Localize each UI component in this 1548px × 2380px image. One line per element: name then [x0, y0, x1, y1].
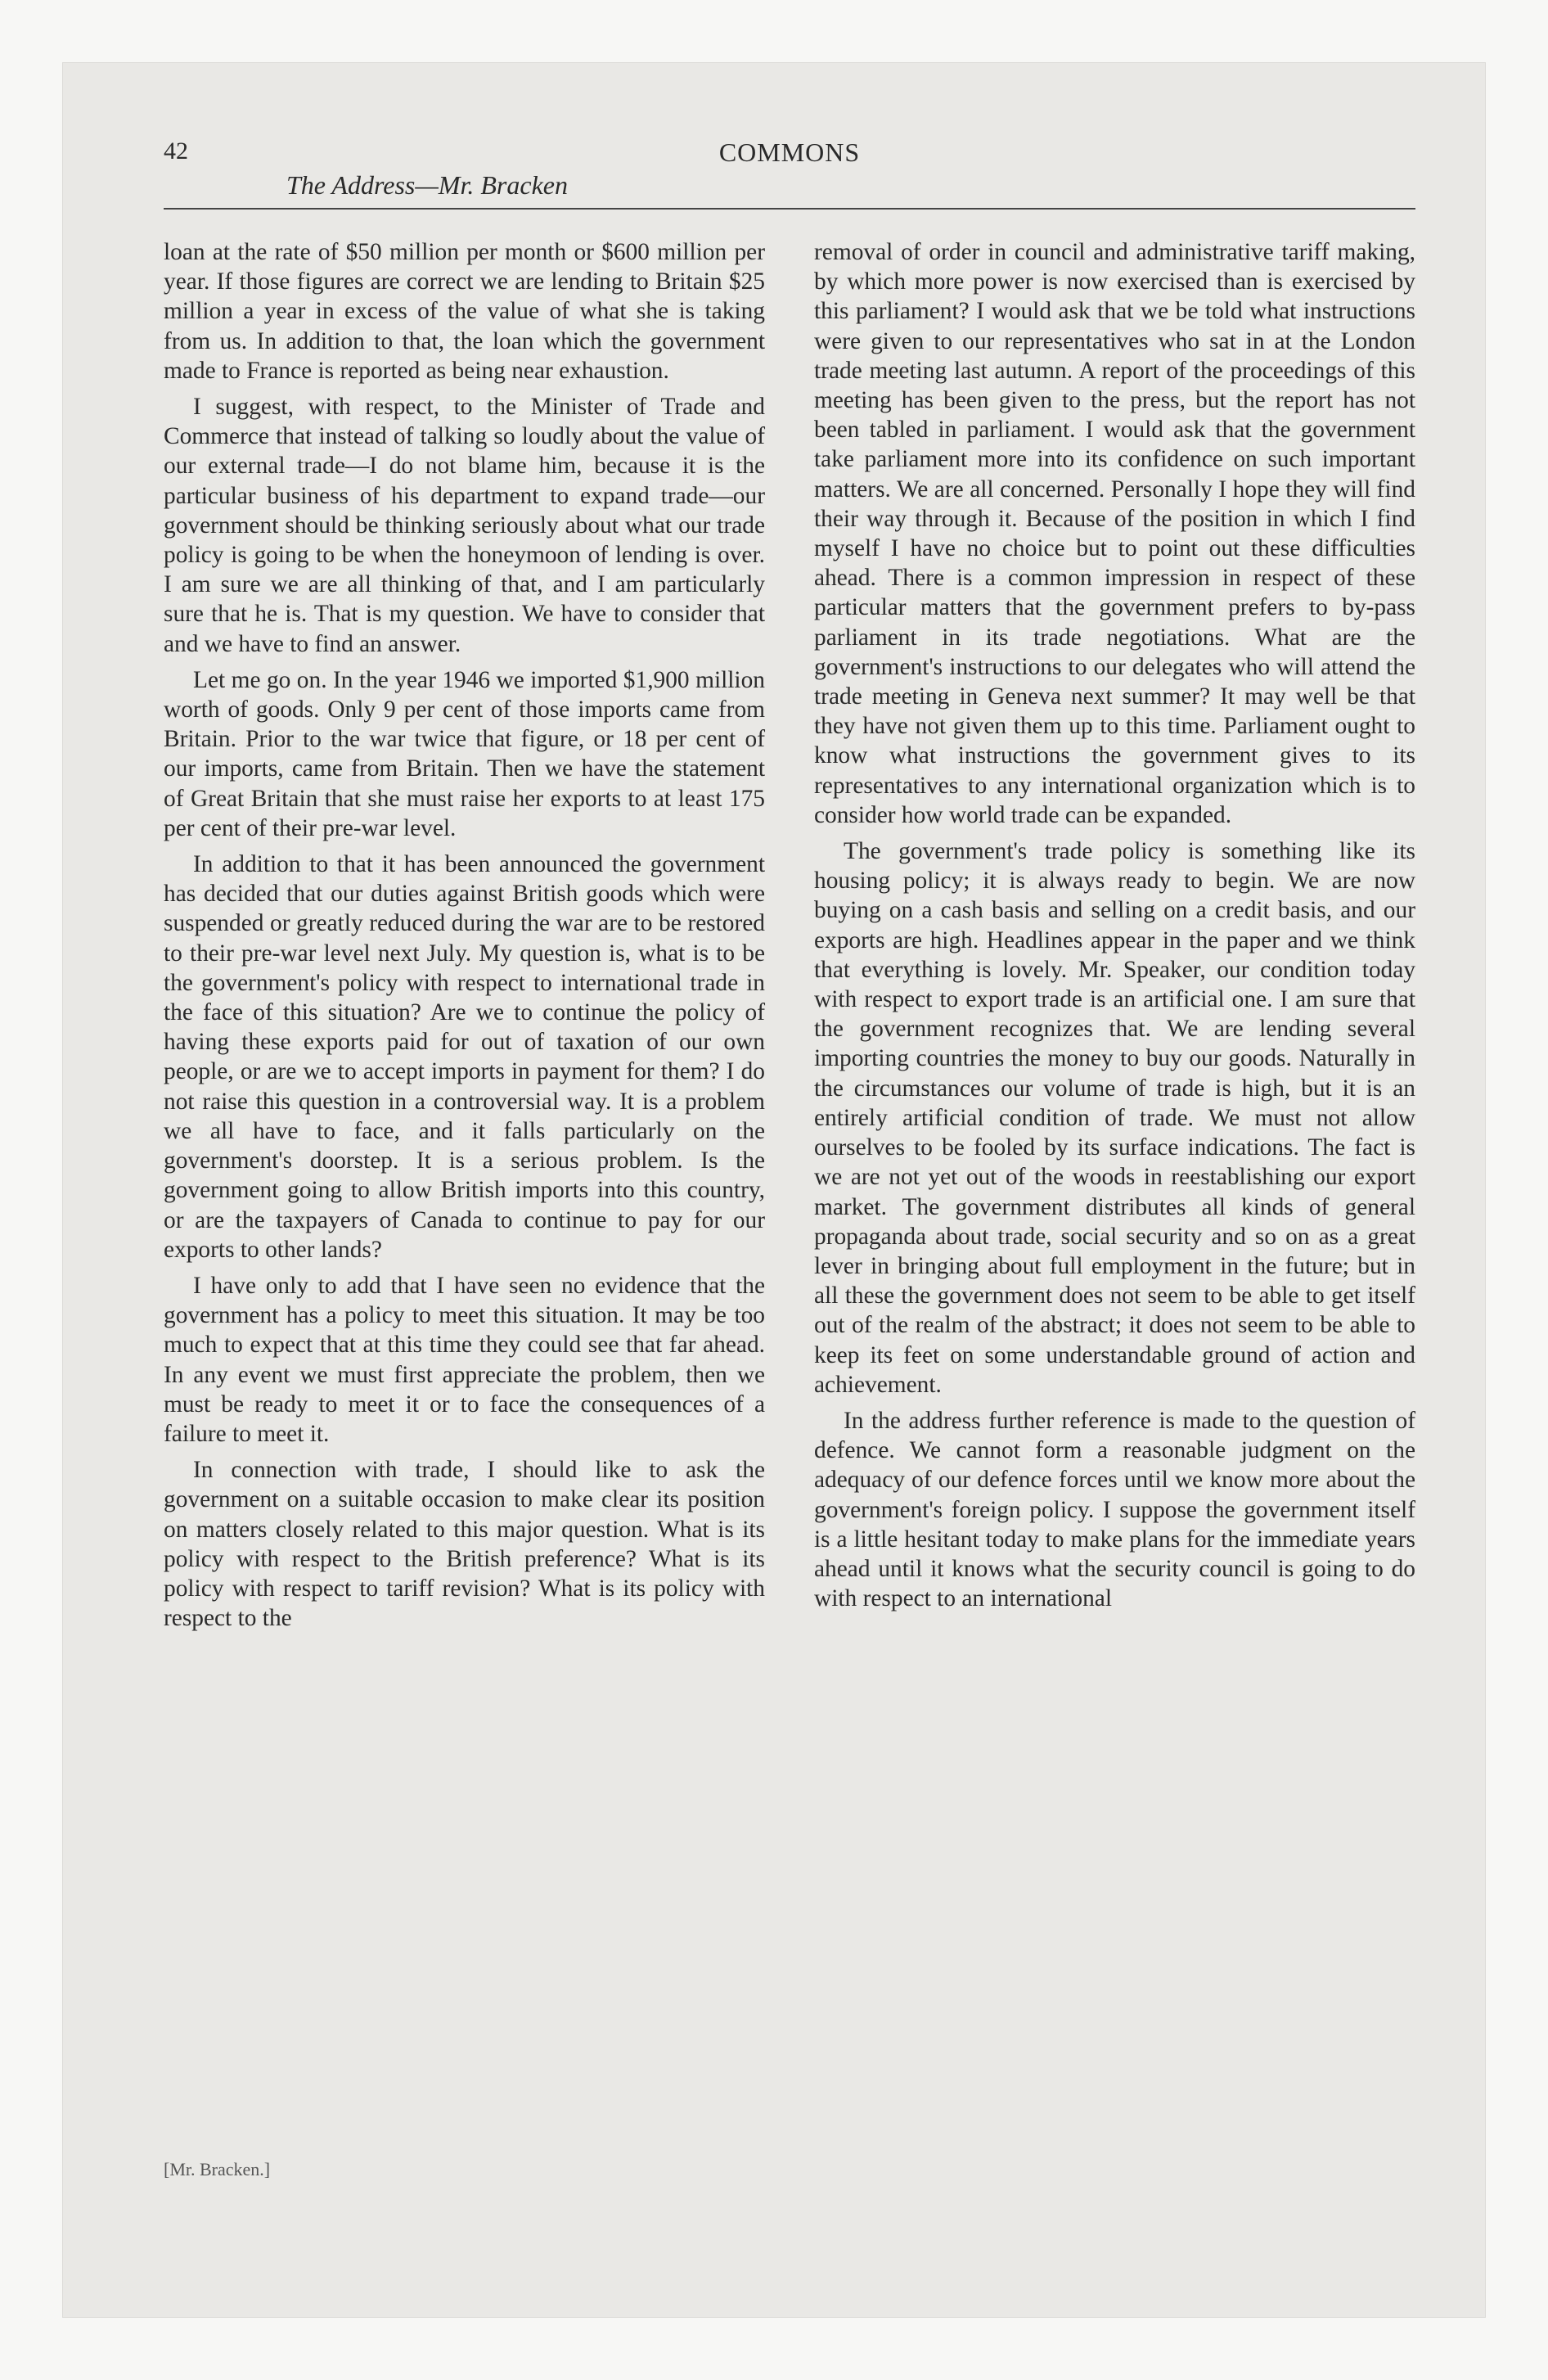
left-column: [164, 237, 765, 2144]
paragraph: In addition to that it has been announced the government has decided that our duties against British goods which were suspended or greatly reduced during the war are to be restored to their pre-war level next July. My question is, what is to be the government's policy with respect to international trade in the face of this situation? Are we to continue the policy of having these exports paid for out of taxation of our own people, or are we to accept imports in payment for them? I do not raise this question in a controversial way. It is a problem we all have to face, and it falls particularly on the government's doorstep. It is a serious problem. Is the government going to allow British imports into this country, or are the taxpayers of Canada to continue to pay for our exports to other lands?: [164, 851, 765, 1263]
running-subtitle: The Address—Mr. Bracken: [286, 170, 568, 200]
page-header: [164, 137, 1415, 213]
paragraph: I suggest, with respect, to the Minister of Trade and Commerce that instead of talking so loudly about the value of our external trade—I do not blame him, because it is the particular business of his department to expand trade—our government should be thinking seriously about what our trade policy is going to be when the honeymoon of lending is over. I am sure we are all thinking of that, and I am particularly sure that he is. That is my question. We have to consider that and we have to find an answer.: [164, 394, 765, 657]
paragraph: Let me go on. In the year 1946 we imported $1,900 million worth of goods. Only 9 per cent of those imports came from Britain. Prior to the war twice that figure, or 18 per cent of our imports, came from Britain. Then we have the statement of Great Britain that she must raise her exports to at least 175 per cent of their pre-war level.: [164, 666, 765, 841]
paragraph: In the address further reference is made to the question of defence. We cannot form a reasonable judgment on the adequacy of our defence forces until we know more about the government's foreign policy. I suppose the government itself is a little hesitant today to make plans for the immediate years ahead until it knows what the security council is going to do with respect to an international: [814, 1407, 1415, 1612]
header-rule: [164, 208, 1415, 210]
paragraph: removal of order in council and administrative tariff making, by which more power is now exercised than is exercised by this parliament? I would ask that we be told what instructions were given to our representatives who sat in at the London trade meeting last autumn. A report of the proceedings of this meeting has been given to the press, but the report has not been tabled in parliament. I would ask that the government take parliament more into its confidence on such important matters. We are all concerned. Personally I hope they will find their way through it. Because of the position in which I find myself I have no choice but to point out these difficulties ahead. There is a common impression in respect of these particular matters that the government prefers to by-pass parliament in its trade negotiations. What are the government's instructions to our delegates who will attend the trade meeting in Geneva next summer? It may well be that they have not given them up to this time. Parliament ought to know what instructions the government gives to its representatives to any international organization which is to consider how world trade can be expanded.: [814, 239, 1415, 828]
speaker-footnote: [Mr. Bracken.]: [164, 2159, 271, 2179]
page-number: 42: [164, 137, 188, 165]
paragraph: The government's trade policy is something like its housing policy; it is always ready to begin. We are now buying on a cash basis and selling on a credit basis, and our exports are high. Headlines appear in the paper and we think that everything is lovely. Mr. Speaker, our condition today with respect to export trade is an artificial one. I am sure that the government recognizes that. We are lending several importing countries the money to buy our goods. Naturally in the circumstances our volume of trade is high, but it is an entirely artificial condition of trade. We must not allow ourselves to be fooled by its surface indications. The fact is we are not yet out of the woods in reestablishing our export market. The government distributes all kinds of general propaganda about trade, social security and so on as a great lever in bringing about full employment in the future; but in all these the government does not seem to be able to get itself out of the realm of the abstract; it does not seem to be able to keep its feet on some understandable ground of action and achievement.: [814, 838, 1415, 1398]
paragraph: In connection with trade, I should like to ask the government on a suitable occasion to make clear its position on matters closely related to this major question. What is its policy with respect to the British preference? What is its policy with respect to tariff revision? What is its policy with respect to the: [164, 1457, 765, 1632]
paragraph: loan at the rate of $50 million per month or $600 million per year. If those figures are correct we are lending to Britain $25 million a year in excess of the value of what she is taking from us. In addition to that, the loan which the government made to France is reported as being near exhaustion.: [164, 239, 765, 384]
right-column: [814, 237, 1415, 2144]
running-title: COMMONS: [718, 137, 861, 167]
paragraph: I have only to add that I have seen no evidence that the government has a policy to meet this situation. It may be too much to expect that at this time they could see that far ahead. In any event we must first appreciate the problem, then we must be ready to meet it or to face the consequences of a failure to meet it.: [164, 1272, 765, 1447]
